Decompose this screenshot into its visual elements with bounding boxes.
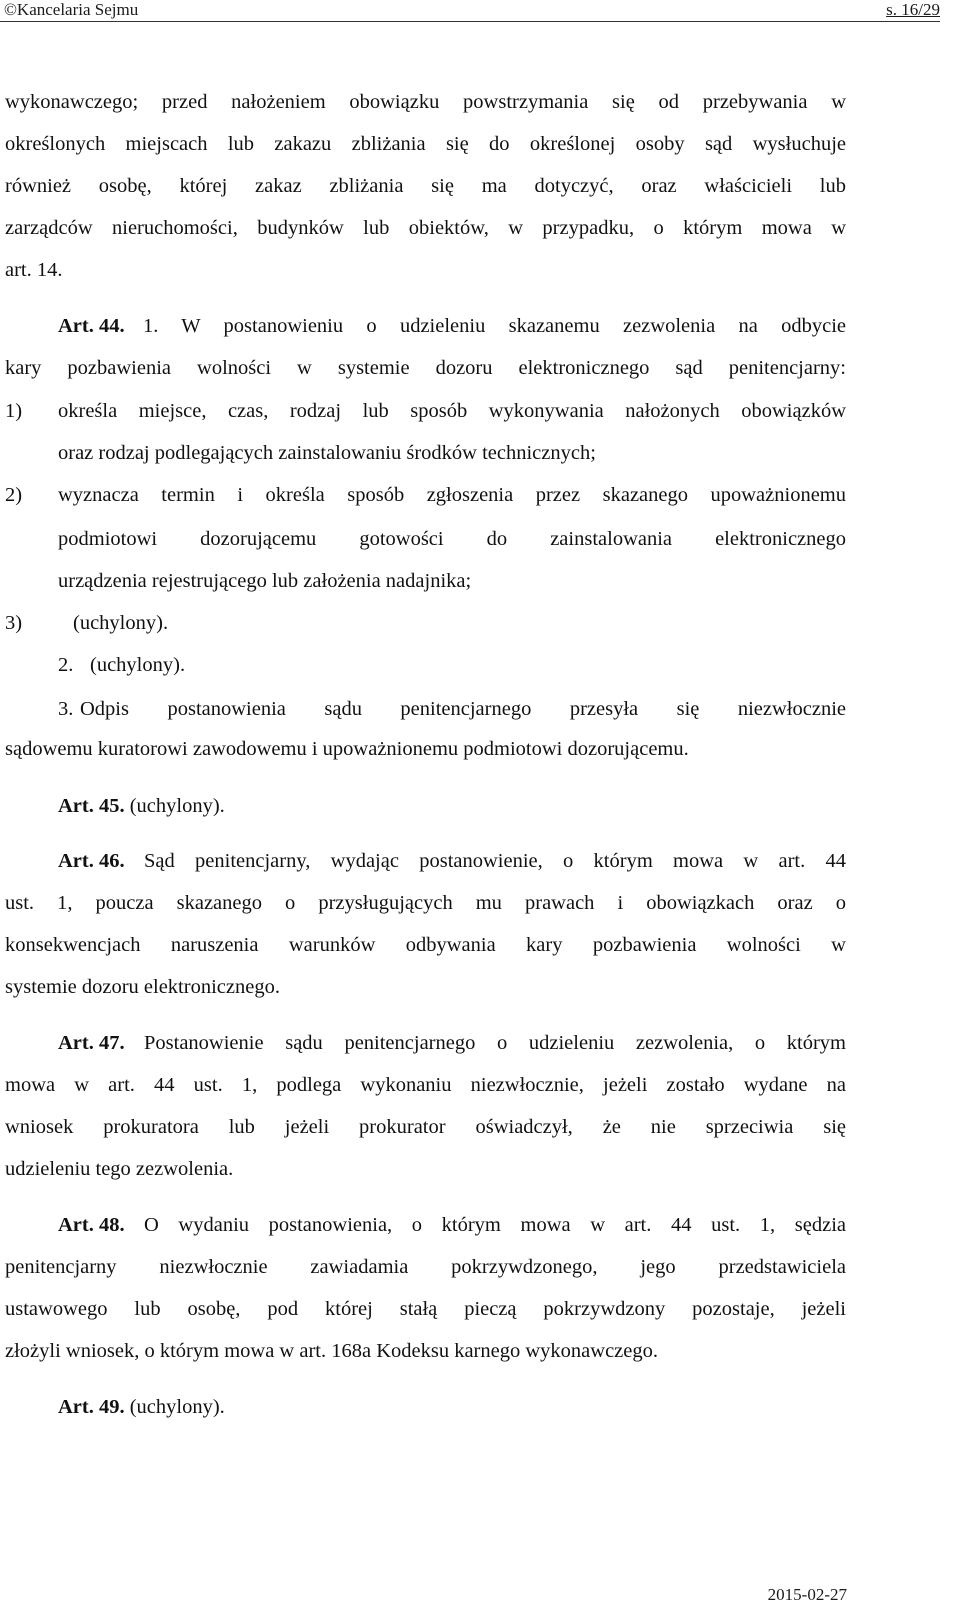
text-line: ustawowego lub osobę, pod której stałą pieczą pokrzywdzony pozostaje, jeżeli bbox=[5, 1298, 846, 1320]
text-line: Postanowienie sądu penitencjarnego o udzieleniu zezwolenia, o którym bbox=[144, 1032, 846, 1054]
text-line: (uchylony). bbox=[73, 612, 169, 634]
article-label: Art. 49. bbox=[58, 1396, 125, 1418]
header-page-number: s. 16/29 bbox=[886, 0, 940, 19]
item-number: 3) bbox=[5, 612, 23, 634]
article-label: Art. 46. bbox=[58, 850, 125, 872]
article-text: (uchylony). bbox=[129, 795, 225, 817]
text-line: określonych miejscach lub zakazu zbliżania się do określonej osoby sąd wysłuchuje bbox=[5, 133, 846, 155]
text-line: sądowemu kuratorowi zawodowemu i upoważnionemu podmiotowi dozorującemu. bbox=[5, 738, 689, 760]
text-line: systemie dozoru elektronicznego. bbox=[5, 976, 280, 998]
article-text: (uchylony). bbox=[129, 1396, 225, 1418]
footer-date: 2015-02-27 bbox=[767, 1585, 847, 1604]
text-line: udzieleniu tego zezwolenia. bbox=[5, 1158, 234, 1180]
text-line: kary pozbawienia wolności w systemie dozoru elektronicznego sąd penitencjarny: bbox=[5, 357, 846, 379]
article-label: Art. 48. bbox=[58, 1214, 125, 1236]
text-line: 1. W postanowieniu o udzieleniu skazanemu zezwolenia na odbycie bbox=[143, 315, 846, 337]
text-line: oraz rodzaj podlegających zainstalowaniu środków technicznych; bbox=[58, 442, 596, 464]
text-line: wniosek prokuratora lub jeżeli prokurator oświadczył, że nie sprzeciwia się bbox=[5, 1116, 846, 1138]
text-line: O wydaniu postanowienia, o którym mowa w art. 44 ust. 1, sędzia bbox=[144, 1214, 846, 1236]
text-line: konsekwencjach naruszenia warunków odbywania kary pozbawienia wolności w bbox=[5, 934, 846, 956]
text-line: złożyli wniosek, o którym mowa w art. 168a Kodeksu karnego wykonawczego. bbox=[5, 1340, 658, 1362]
article-49 bbox=[58, 1394, 558, 1420]
article-label: Art. 45. bbox=[58, 795, 125, 817]
text-line: Sąd penitencjarny, wydając postanowienie, o którym mowa w art. 44 bbox=[144, 850, 846, 872]
header-copyright: ©Kancelaria Sejmu bbox=[4, 0, 139, 19]
ust-number: 2. bbox=[58, 654, 74, 676]
article-label: Art. 47. bbox=[58, 1032, 125, 1054]
text-line: zarządców nieruchomości, budynków lub obiektów, w przypadku, o którym mowa w bbox=[5, 217, 846, 239]
text-line: Odpis postanowienia sądu penitencjarnego przesyła się niezwłocznie bbox=[80, 698, 846, 720]
article-45 bbox=[58, 793, 558, 819]
header-divider bbox=[0, 21, 940, 22]
text-line: wyznacza termin i określa sposób zgłoszenia przez skazanego upoważnionemu bbox=[58, 484, 846, 506]
item-number: 1) bbox=[5, 400, 23, 422]
ust-number: 3. bbox=[58, 698, 74, 720]
text-line: penitencjarny niezwłocznie zawiadamia pokrzywdzonego, jego przedstawiciela bbox=[5, 1256, 846, 1278]
text-line: wykonawczego; przed nałożeniem obowiązku powstrzymania się od przebywania w bbox=[5, 91, 846, 113]
text-line: podmiotowi dozorującemu gotowości do zainstalowania elektronicznego bbox=[58, 528, 846, 550]
article-label: Art. 44. bbox=[58, 315, 125, 337]
page-header bbox=[0, 0, 960, 22]
text-line: art. 14. bbox=[5, 259, 63, 281]
text-line: określa miejsce, czas, rodzaj lub sposób wykonywania nałożonych obowiązków bbox=[58, 400, 846, 422]
item-number: 2) bbox=[5, 484, 23, 506]
text-line: urządzenia rejestrującego lub założenia nadajnika; bbox=[58, 570, 472, 592]
text-line: również osobę, której zakaz zbliżania się ma dotyczyć, oraz właścicieli lub bbox=[5, 175, 846, 197]
text-line: ust. 1, poucza skazanego o przysługujących mu prawach i obowiązkach oraz o bbox=[5, 892, 846, 914]
text-line: (uchylony). bbox=[90, 654, 186, 676]
text-line: mowa w art. 44 ust. 1, podlega wykonaniu niezwłocznie, jeżeli zostało wydane na bbox=[5, 1074, 846, 1096]
